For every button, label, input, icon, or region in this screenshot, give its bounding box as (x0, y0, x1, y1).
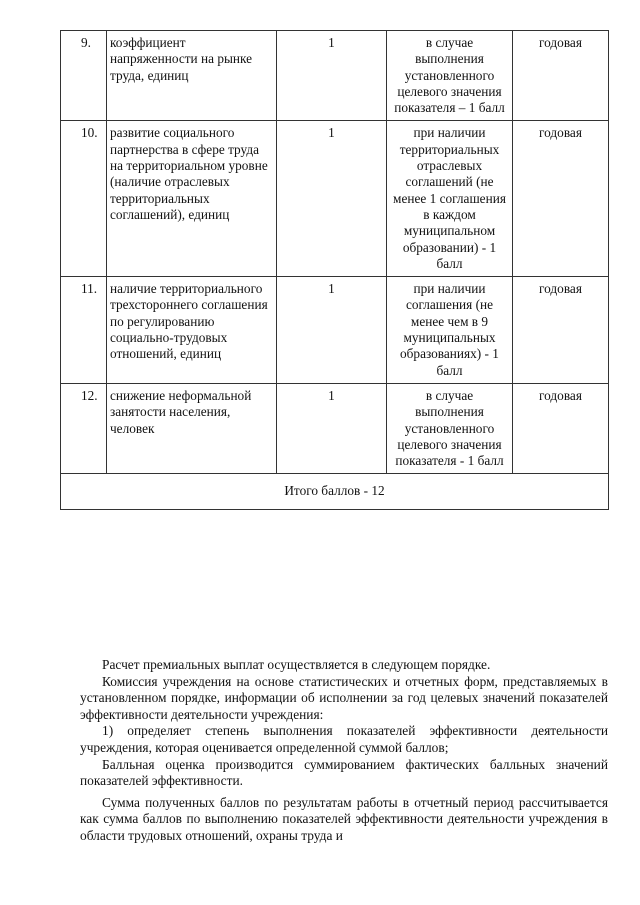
row-number: 11. (61, 277, 107, 384)
body-text (80, 657, 608, 845)
indicator-name: наличие территориального трехстороннего соглашения по регулированию социально-трудовых отношений, единиц (107, 277, 277, 384)
table-row (61, 383, 609, 473)
indicator-condition: в случае выполнения установленного целевого значения показателя – 1 балл (387, 31, 513, 121)
paragraph: Сумма полученных баллов по результатам работы в отчетный период рассчитывается как сумма баллов по выполнению показателей эффективности деятельности учреждения в области трудовых отношений, охраны труда и (80, 794, 608, 843)
indicator-condition: в случае выполнения установленного целевого значения показателя - 1 балл (387, 383, 513, 473)
table-row (61, 277, 609, 384)
row-number: 12. (61, 383, 107, 473)
row-number: 9. (61, 31, 107, 121)
paragraph: Балльная оценка производится суммированием фактических балльных значений показателей эффективности. (80, 756, 608, 789)
total-score: Итого баллов - 12 (61, 474, 609, 509)
indicator-period: годовая (513, 277, 609, 384)
total-row (61, 474, 609, 509)
indicator-period: годовая (513, 383, 609, 473)
indicator-period: годовая (513, 31, 609, 121)
indicator-score: 1 (277, 121, 387, 277)
indicator-name: развитие социального партнерства в сфере труда на территориальном уровне (наличие отраслевых территориальных соглашений), единиц (107, 121, 277, 277)
indicator-name: коэффициент напряженности на рынке труда, единиц (107, 31, 277, 121)
table-row (61, 121, 609, 277)
indicator-condition: при наличии соглашения (не менее чем в 9 муниципальных образованиях) - 1 балл (387, 277, 513, 384)
indicator-score: 1 (277, 31, 387, 121)
indicator-name: снижение неформальной занятости населения, человек (107, 383, 277, 473)
indicator-score: 1 (277, 277, 387, 384)
indicator-condition: при наличии территориальных отраслевых соглашений (не менее 1 соглашения в каждом муниципальном образовании) - 1 балл (387, 121, 513, 277)
paragraph: 1) определяет степень выполнения показателей эффективности деятельности учреждения, которая оценивается определенной суммой баллов; (80, 723, 608, 755)
indicator-period: годовая (513, 121, 609, 277)
paragraph: Расчет премиальных выплат осуществляется в следующем порядке. (102, 657, 491, 672)
paragraph: Комиссия учреждения на основе статистических и отчетных форм, представляемых в установленном порядке, информации об исполнении за год целевых значений показателей эффективности деятельности учреждения: (80, 673, 608, 722)
indicator-score: 1 (277, 383, 387, 473)
table-row (61, 31, 609, 121)
criteria-table (60, 30, 609, 510)
row-number: 10. (61, 121, 107, 277)
